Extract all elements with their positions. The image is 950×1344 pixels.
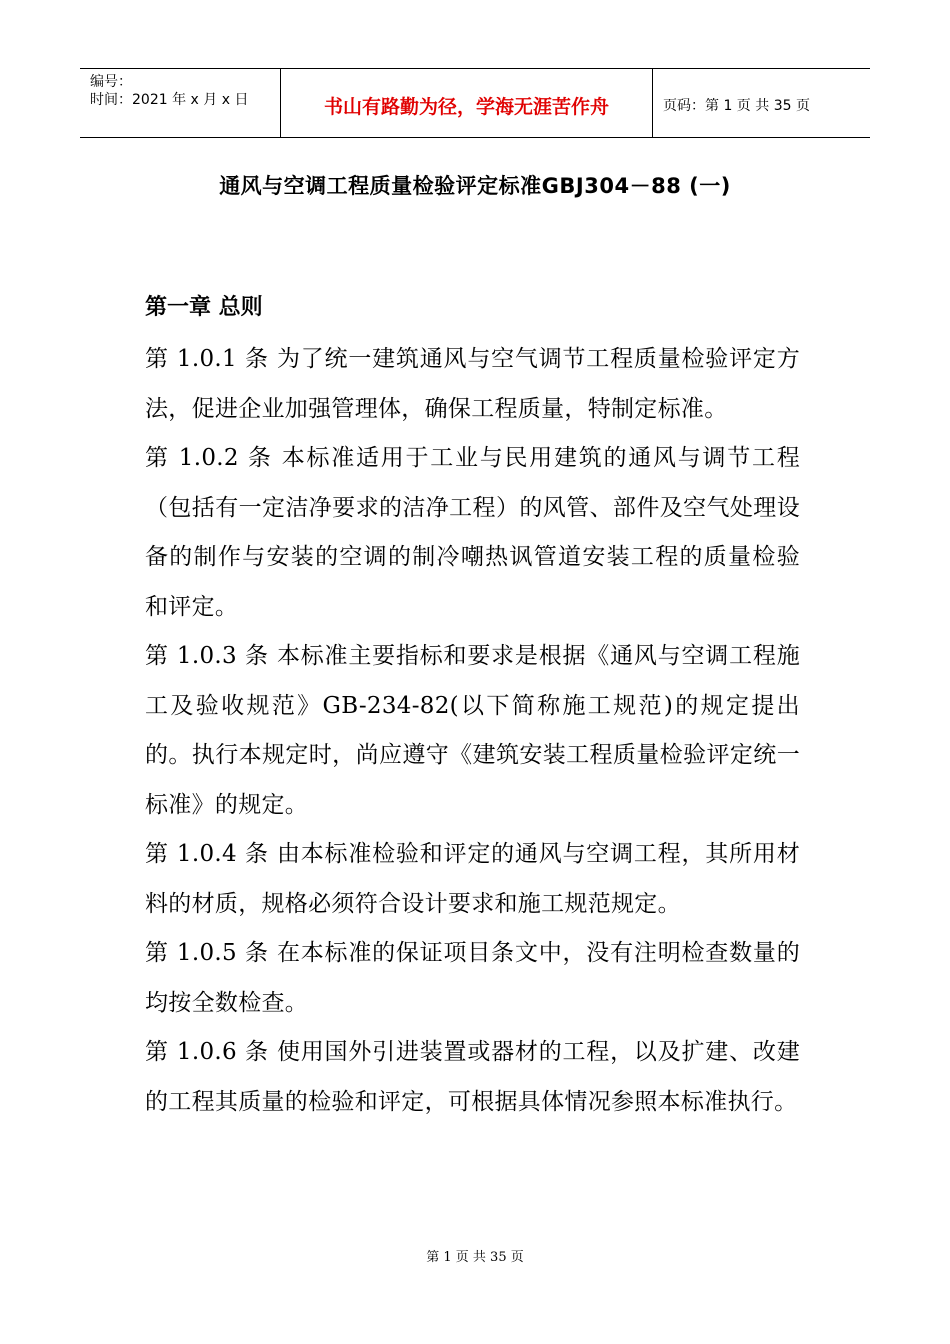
page-footer: 第 1 页 共 35 页 bbox=[426, 1250, 524, 1265]
chapter-heading: 第一章 总则 bbox=[145, 295, 263, 320]
article-1-0-2: 第 1.0.2 条 本标准适用于工业与民用建筑的通风与调节工程（包括有一定洁净要求的洁净工程）的风管、部件及空气处理设备的制作与安装的空调的制冷嘲热讽管道安装工程的质量检验 和评定。 bbox=[145, 445, 800, 620]
header-motto: 书山有路勤为径，学海无涯苦作舟 bbox=[281, 69, 653, 137]
document-title: 通风与空调工程质量检验评定标准GBJ304－88 (一) bbox=[219, 174, 731, 198]
article-1-0-6: 第 1.0.6 条 使用国外引进装置或器材的工程，以及扩建、改建的工程其质量的检验和评定，可根据具体情况参照本标准执行。 bbox=[145, 1039, 800, 1115]
number-label: 编号： bbox=[90, 74, 132, 90]
article-1-0-1: 第 1.0.1 条 为了统一建筑通风与空气调节工程质量检验评定方法，促进企业加强管理体，确保工程质量，特制定标准。 bbox=[145, 346, 800, 422]
header-meta-cell bbox=[80, 69, 281, 137]
document-header bbox=[80, 68, 870, 138]
document-body bbox=[145, 335, 800, 1127]
time-label: 时间：2021 年 x 月 x 日 bbox=[90, 92, 249, 108]
header-page-code: 页码：第 1 页 共 35 页 bbox=[663, 98, 810, 114]
article-1-0-5: 第 1.0.5 条 在本标准的保证项目条文中，没有注明检查数量的均按全数检查。 bbox=[145, 940, 800, 1016]
article-1-0-3: 第 1.0.3 条 本标准主要指标和要求是根据《通风与空调工程施工及验收规范》GB-234-82(以下简称施工规范)的规定提出的。执行本规定时，尚应遵守《建筑安装工程质量检验评定统一标准》的规定。 bbox=[145, 643, 800, 818]
article-1-0-4: 第 1.0.4 条 由本标准检验和评定的通风与空调工程，其所用材料的材质，规格必须符合设计要求和施工规范规定。 bbox=[145, 841, 800, 917]
